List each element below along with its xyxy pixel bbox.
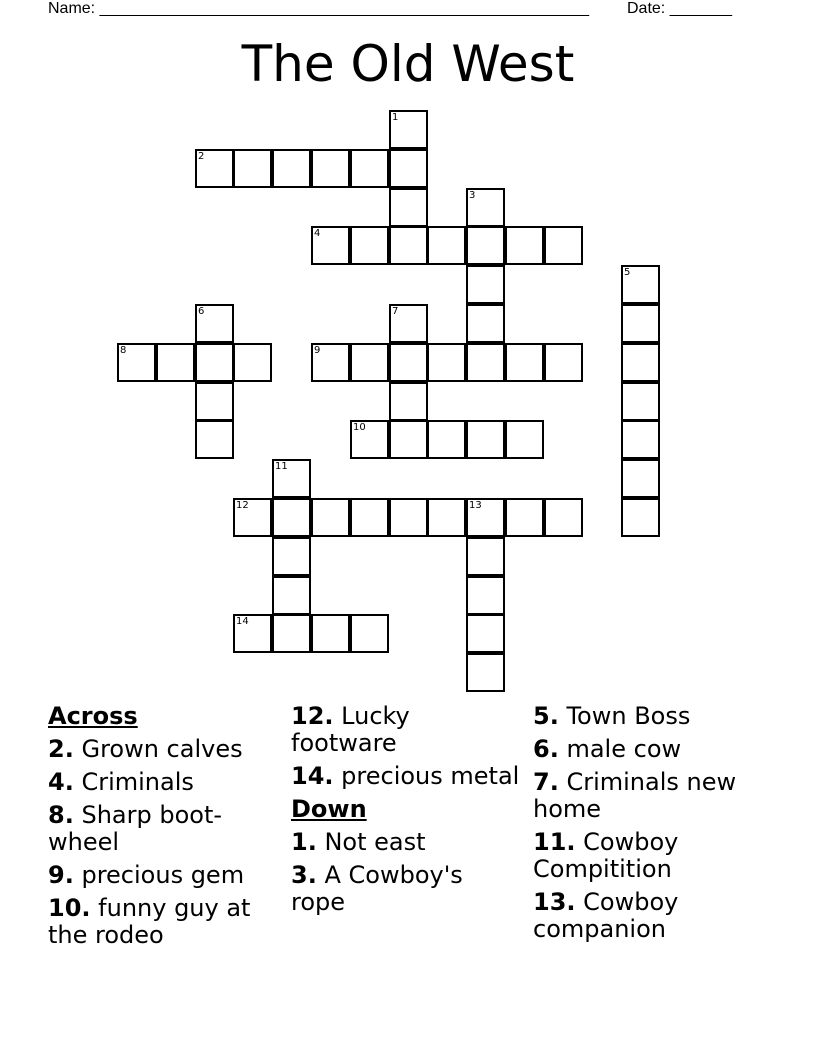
clue-text: Cowboy Compitition [533,828,679,883]
clue-text: Criminals new home [533,768,737,823]
grid-cell[interactable] [233,343,272,382]
grid-cell[interactable] [272,537,311,576]
clue-text: Lucky footware [291,702,410,757]
grid-cell[interactable] [389,110,428,149]
cell-number: 1 [392,112,399,123]
clue-text: Grown calves [81,735,243,763]
grid-cell[interactable] [311,149,350,188]
clue-down-13 [533,889,793,943]
grid-cell[interactable] [195,304,234,343]
grid-cell[interactable] [466,653,505,692]
grid-cell[interactable] [621,420,660,459]
clue-number: 8. [48,801,74,829]
cell-number: 8 [120,345,127,356]
grid-cell[interactable] [233,498,272,537]
grid-cell[interactable] [311,498,350,537]
cell-number: 2 [198,151,205,162]
grid-cell[interactable] [544,343,583,382]
cell-number: 10 [353,422,366,433]
grid-cell[interactable] [389,498,428,537]
clue-text: Not east [324,828,426,856]
clue-number: 3. [291,861,317,889]
grid-cell[interactable] [427,420,466,459]
grid-cell[interactable] [389,304,428,343]
clue-number: 11. [533,828,576,856]
grid-cell[interactable] [233,614,272,653]
clue-down-11 [533,829,793,883]
grid-cell[interactable] [272,498,311,537]
grid-cell[interactable] [466,304,505,343]
clue-down-5 [533,703,793,730]
clue-number: 10. [48,894,91,922]
grid-cell[interactable] [389,188,428,227]
grid-cell[interactable] [621,459,660,498]
grid-cell[interactable] [156,343,195,382]
grid-cell[interactable] [466,226,505,265]
grid-cell[interactable] [466,498,505,537]
clue-across-14 [291,763,521,790]
cell-number: 11 [275,461,288,472]
clue-number: 5. [533,702,559,730]
grid-cell[interactable] [311,343,350,382]
grid-cell[interactable] [427,226,466,265]
clue-down-1 [291,829,521,856]
cell-number: 3 [469,190,476,201]
clue-text: precious gem [81,861,245,889]
grid-cell[interactable] [621,265,660,304]
grid-cell[interactable] [427,498,466,537]
clue-number: 13. [533,888,576,916]
down-heading: Down [291,795,367,823]
grid-cell[interactable] [621,498,660,537]
clue-text: funny guy at the rodeo [48,894,251,949]
grid-cell[interactable] [350,614,389,653]
grid-cell[interactable] [466,614,505,653]
cell-number: 4 [314,228,321,239]
grid-cell[interactable] [621,382,660,421]
across-heading: Across [48,702,138,730]
clue-text: A Cowboy's rope [291,861,463,916]
clue-number: 6. [533,735,559,763]
grid-cell[interactable] [427,343,466,382]
clue-number: 12. [291,702,334,730]
grid-cell[interactable] [621,304,660,343]
grid-cell[interactable] [311,614,350,653]
grid-cell[interactable] [466,576,505,615]
grid-cell[interactable] [621,343,660,382]
grid-cell[interactable] [544,498,583,537]
clue-number: 7. [533,768,559,796]
name-field-line: Name: _______________________________________________________ [48,0,589,17]
clue-down-3 [291,862,521,916]
clue-down-7 [533,769,793,823]
grid-cell[interactable] [311,226,350,265]
grid-cell[interactable] [466,188,505,227]
grid-cell[interactable] [466,265,505,304]
clue-number: 4. [48,768,74,796]
grid-cell[interactable] [195,149,234,188]
grid-cell[interactable] [389,226,428,265]
grid-cell[interactable] [389,420,428,459]
clue-across-12 [291,703,521,757]
clue-across-2 [48,736,278,763]
grid-cell[interactable] [117,343,156,382]
date-field-line: Date: _______ [627,0,732,17]
grid-cell[interactable] [272,459,311,498]
grid-cell[interactable] [505,498,544,537]
grid-cell[interactable] [389,149,428,188]
clue-text: Town Boss [566,702,691,730]
clues-column-3 [533,703,793,949]
grid-cell[interactable] [350,149,389,188]
grid-cell[interactable] [272,149,311,188]
clue-number: 2. [48,735,74,763]
clue-across-10 [48,895,278,949]
clue-text: Criminals [81,768,194,796]
grid-cell[interactable] [350,420,389,459]
grid-cell[interactable] [505,226,544,265]
grid-cell[interactable] [389,343,428,382]
grid-cell[interactable] [195,382,234,421]
page-title: The Old West [241,35,575,93]
clue-down-6 [533,736,793,763]
grid-cell[interactable] [195,343,234,382]
grid-cell[interactable] [350,343,389,382]
clues-column-2 [291,703,521,922]
cell-number: 9 [314,345,321,356]
grid-cell[interactable] [505,420,544,459]
grid-cell[interactable] [350,226,389,265]
grid-cell[interactable] [350,498,389,537]
grid-cell[interactable] [272,576,311,615]
grid-cell[interactable] [233,149,272,188]
clue-number: 9. [48,861,74,889]
clue-text: male cow [566,735,682,763]
cell-number: 14 [236,616,249,627]
clue-text: Cowboy companion [533,888,679,943]
clue-across-8 [48,802,278,856]
clue-number: 14. [291,762,334,790]
grid-cell[interactable] [505,343,544,382]
clues-column-1 [48,703,278,955]
grid-cell[interactable] [272,614,311,653]
grid-cell[interactable] [466,420,505,459]
grid-cell[interactable] [195,420,234,459]
grid-cell[interactable] [466,343,505,382]
clue-text: precious metal [341,762,520,790]
cell-number: 12 [236,500,249,511]
cell-number: 13 [469,500,482,511]
clue-text: Sharp boot-wheel [48,801,223,856]
clue-number: 1. [291,828,317,856]
grid-cell[interactable] [466,537,505,576]
cell-number: 7 [392,306,399,317]
cell-number: 6 [198,306,205,317]
clue-across-4 [48,769,278,796]
grid-cell[interactable] [389,382,428,421]
grid-cell[interactable] [544,226,583,265]
cell-number: 5 [624,267,631,278]
clue-across-9 [48,862,278,889]
